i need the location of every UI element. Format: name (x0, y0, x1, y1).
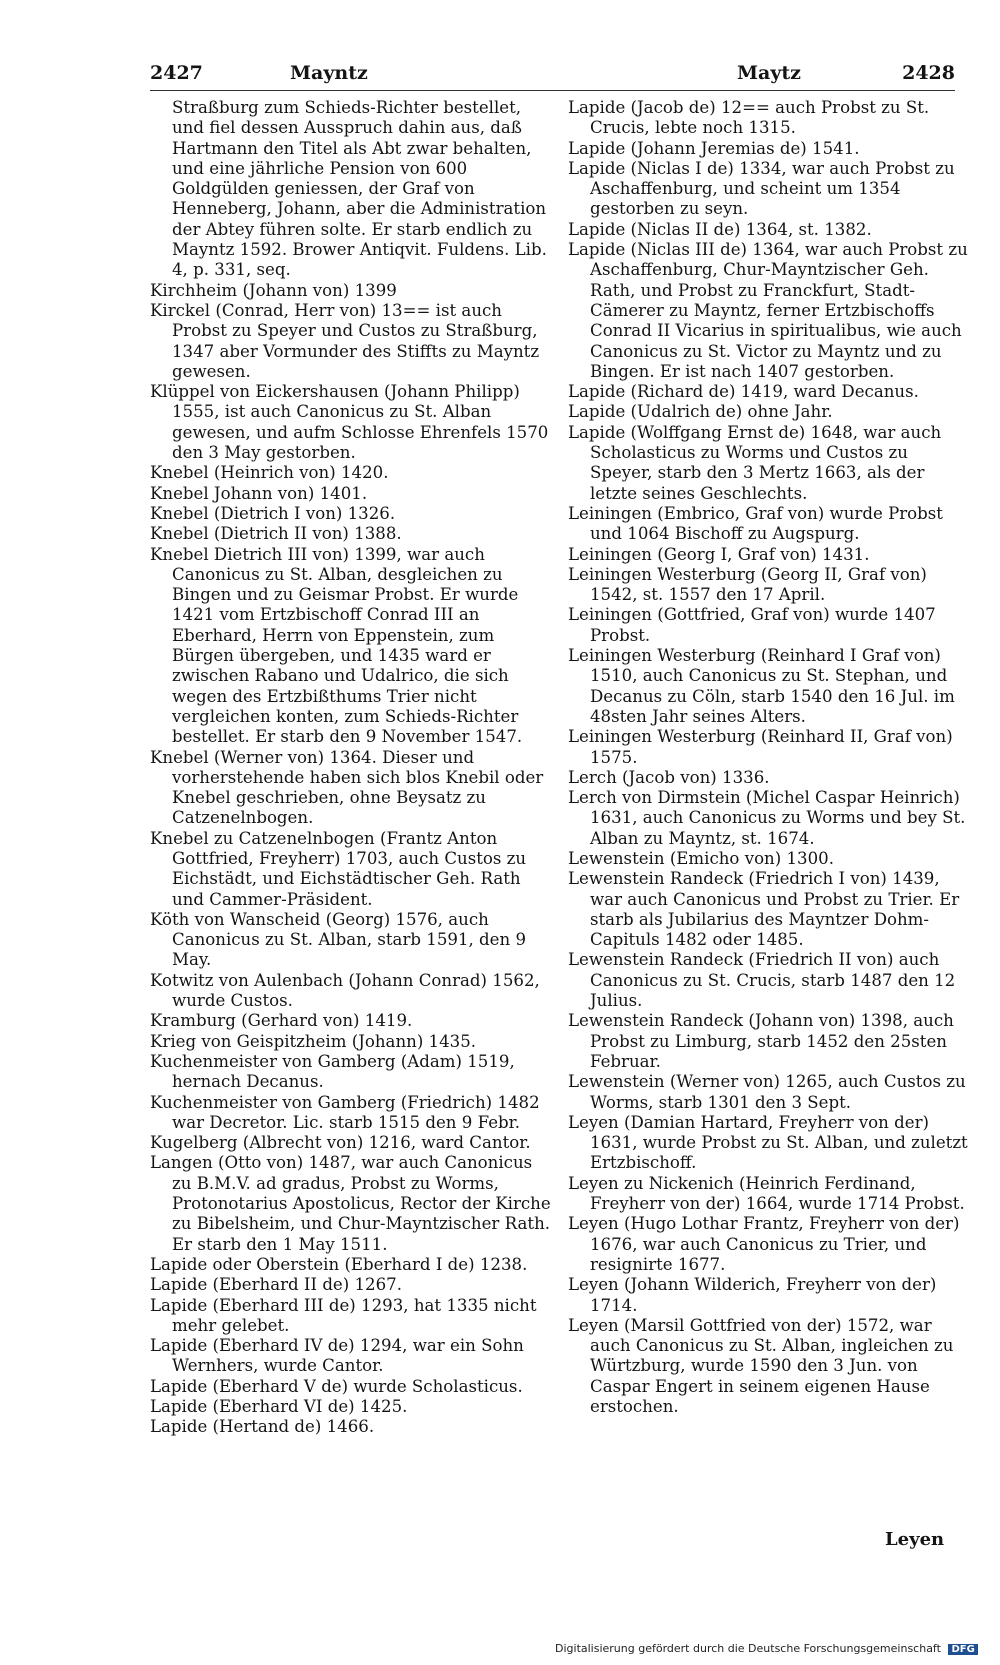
list-item: Köth von Wanscheid (Georg) 1576, auch Canonicus zu St. Alban, starb 1591, den 9 May. (150, 909, 527, 970)
list-item: Knebel zu Catzenelnbogen (Frantz Anton Gottfried, Freyherr) 1703, auch Custos zu Eichstädt, und Eichstädtischer Geh. Rath und Cammer-Präsident. (150, 828, 527, 909)
list-item: Knebel (Dietrich II von) 1388. (150, 524, 402, 544)
list-item: Lapide (Niclas III de) 1364, war auch Probst zu Aschaffenburg, Chur-Mayntzischer Geh. Rath, und Probst zu Franckfurt, Stadt-Cämerer zu Mayntz, ferner Ertzbischoffs Conrad II Vicarius in spiritualibus, wie auch Canonicus zu St. Victor zu Mayntz und zu Bingen. Er ist nach 1407 gestorben. (568, 240, 968, 381)
list-item: Kirckel (Conrad, Herr von) 13== ist auch Probst zu Speyer und Custos zu Straßburg, 1347 aber Vormunder des Stiffts zu Mayntz gewesen. (150, 300, 540, 381)
header-rule (150, 90, 955, 91)
list-item: Knebel Dietrich III von) 1399, war auch Canonicus zu St. Alban, desgleichen zu Bingen und zu Geismar Probst. Er wurde 1421 vom Ertzbischoff Conrad III an Eberhard, Herrn von Eppenstein, zum Bürgen übergeben, und 1435 ward er zwischen Rabano und Udalrico, die sich wegen des Ertzbißthums Trier nicht vergleichen konten, zum Schieds-Richter bestellet. Er starb den 9 November 1547. (150, 544, 523, 747)
catchword: Leyen (885, 1529, 945, 1550)
list-item: Lapide (Richard de) 1419, ward Decanus. (568, 382, 919, 402)
list-item: Leiningen (Georg I, Graf von) 1431. (568, 544, 870, 564)
list-item: Lapide (Eberhard V de) wurde Scholasticus. (150, 1376, 523, 1396)
list-item: Kotwitz von Aulenbach (Johann Conrad) 1562, wurde Custos. (150, 970, 540, 1011)
list-item: Lapide (Eberhard VI de) 1425. (150, 1397, 408, 1416)
list-item: Kugelberg (Albrecht von) 1216, ward Cantor. (150, 1133, 531, 1153)
running-head-right: Maytz (737, 62, 801, 84)
list-item: Knebel (Werner von) 1364. Dieser und vorherstehende haben sich blos Knebil oder Knebel geschrieben, ohne Beysatz zu Catzenelnbogen. (150, 747, 544, 828)
page-number-left: 2427 (150, 62, 203, 84)
list-item: Lapide (Hertand de) 1466. (150, 1417, 375, 1437)
list-item: Knebel Johann von) 1401. (150, 483, 368, 503)
list-item: Leiningen (Gottfried, Graf von) wurde 1407 Probst. (568, 605, 936, 645)
list-item: Kuchenmeister von Gamberg (Friedrich) 1482 war Decretor. Lic. starb 1515 den 9 Febr. (150, 1092, 540, 1132)
list-item: Lewenstein (Emicho von) 1300. (568, 848, 835, 868)
list-item: Leyen (Hugo Lothar Frantz, Freyherr von der) 1676, war auch Canonicus zu Trier, und resignirte 1677. (568, 1214, 960, 1274)
list-item: Leiningen Westerburg (Reinhard II, Graf von) 1575. (568, 727, 953, 767)
list-item: Knebel (Dietrich I von) 1326. (150, 503, 396, 523)
list-item: Kirchheim (Johann von) 1399 (150, 280, 397, 300)
list-item: Lapide oder Oberstein (Eberhard I de) 1238. (150, 1254, 528, 1274)
list-item: Leyen zu Nickenich (Heinrich Ferdinand, Freyherr von der) 1664, wurde 1714 Probst. (568, 1173, 965, 1214)
list-item: Lewenstein Randeck (Johann von) 1398, auch Probst zu Limburg, starb 1452 den 25sten Februar. (568, 1011, 954, 1071)
footer-text: Digitalisierung gefördert durch die Deutsche Forschungsgemeinschaft (555, 1642, 941, 1655)
running-head-left: Mayntz (290, 62, 368, 84)
list-item: Kuchenmeister von Gamberg (Adam) 1519, hernach Decanus. (150, 1051, 515, 1092)
list-item: Lapide (Udalrich de) ohne Jahr. (568, 402, 833, 422)
list-item: Knebel (Heinrich von) 1420. (150, 463, 389, 483)
dfg-logo: DFG (948, 1644, 977, 1655)
list-item: Lerch von Dirmstein (Michel Caspar Heinrich) 1631, auch Canonicus zu Worms und bey St. Alban zu Mayntz, st. 1674. (568, 788, 966, 848)
list-item: Langen (Otto von) 1487, war auch Canonicus zu B.M.V. ad gradus, Probst zu Worms, Protonotarius Apostolicus, Rector der Kirche zu Bibelsheim, und Chur-Mayntzischer Rath. Er starb den 1 May 1511. (150, 1153, 551, 1254)
list-item: Kramburg (Gerhard von) 1419. (150, 1011, 413, 1031)
list-item: Klüppel von Eickershausen (Johann Philipp) 1555, ist auch Canonicus zu St. Alban gewesen, und aufm Schlosse Ehrenfels 1570 den 3 May gestorben. (150, 382, 549, 463)
list-item: Lewenstein (Werner von) 1265, auch Custos zu Worms, starb 1301 den 3 Sept. (568, 1072, 966, 1112)
list-item: Leiningen Westerburg (Reinhard I Graf von) 1510, auch Canonicus zu St. Stephan, und Decanus zu Cöln, starb 1540 den 16 Jul. im 48sten Jahr seines Alters. (568, 646, 955, 726)
list-item: Lapide (Eberhard IV de) 1294, war ein Sohn Wernhers, wurde Cantor. (150, 1336, 524, 1376)
list-item: Lapide (Johann Jeremias de) 1541. (568, 138, 860, 158)
list-item: Lewenstein Randeck (Friedrich II von) auch Canonicus zu St. Crucis, starb 1487 den 12 Julius. (568, 950, 956, 1011)
list-item: Leiningen (Embrico, Graf von) wurde Probst und 1064 Bischoff zu Augspurg. (568, 503, 943, 544)
list-item: Lapide (Jacob de) 12== auch Probst zu St. Crucis, lebte noch 1315. (568, 98, 930, 138)
list-item: Lapide (Niclas II de) 1364, st. 1382. (568, 219, 872, 239)
list-item: Leiningen Westerburg (Georg II, Graf von) 1542, st. 1557 den 17 April. (568, 564, 927, 605)
list-item: Lapide (Eberhard II de) 1267. (150, 1275, 403, 1295)
list-item: Leyen (Johann Wilderich, Freyherr von der) 1714. (568, 1275, 937, 1315)
list-item: Lapide (Eberhard III de) 1293, hat 1335 nicht mehr gelebet. (150, 1295, 537, 1335)
page-number-right: 2428 (902, 62, 955, 84)
list-item: Lewenstein Randeck (Friedrich I von) 1439, war auch Canonicus und Probst zu Trier. Er starb als Jubilarius des Mayntzer Dohm-Capituls 1482 oder 1485. (568, 869, 960, 950)
list-item: Straßburg zum Schieds-Richter bestellet, und fiel dessen Ausspruch dahin aus, daß Hartmann den Titel als Abt zwar behalten, und eine jährliche Pension von 600 Goldgülden geniessen, der Graf von Henneberg, Johann, aber die Administration der Abtey führen solte. Er starb endlich zu Mayntz 1592. Brower Antiqvit. Fuldens. Lib. 4, p. 331, seq. (172, 98, 547, 280)
list-item: Lerch (Jacob von) 1336. (568, 767, 770, 787)
footer-credit (555, 1642, 978, 1655)
right-column (568, 98, 968, 1417)
list-item: Krieg von Geispitzheim (Johann) 1435. (150, 1031, 477, 1051)
left-column (150, 98, 555, 1438)
list-item: Lapide (Niclas I de) 1334, war auch Probst zu Aschaffenburg, und scheint um 1354 gestorben zu seyn. (568, 158, 955, 219)
list-item: Leyen (Marsil Gottfried von der) 1572, war auch Canonicus zu St. Alban, ingleichen zu Würtzburg, wurde 1590 den 3 Jun. von Caspar Engert in seinem eigenen Hause erstochen. (568, 1315, 954, 1416)
list-item: Lapide (Wolffgang Ernst de) 1648, war auch Scholasticus zu Worms und Custos zu Speyer, starb den 3 Mertz 1663, als der letzte seines Geschlechts. (568, 422, 942, 503)
list-item: Leyen (Damian Hartard, Freyherr von der) 1631, wurde Probst zu St. Alban, und zuletzt Ertzbischoff. (568, 1112, 968, 1173)
